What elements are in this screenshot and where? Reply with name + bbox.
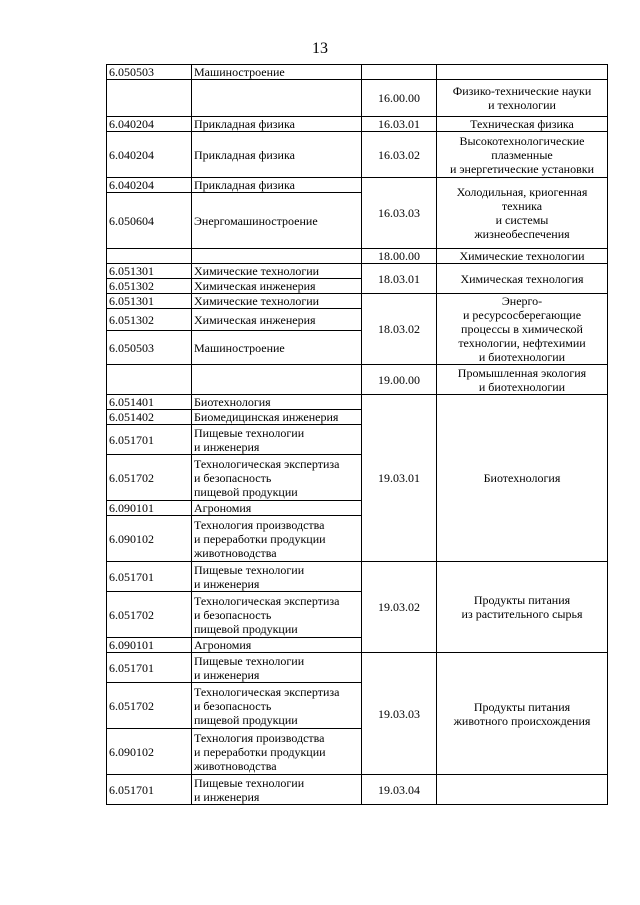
table-row — [107, 264, 608, 279]
specialty-name: Пищевые технологии и инженерия — [192, 653, 362, 683]
specialty-code: 6.051402 — [107, 410, 192, 425]
table-row — [107, 395, 608, 410]
direction-code — [362, 65, 437, 80]
specialty-code: 6.090101 — [107, 638, 192, 653]
table-row — [107, 562, 608, 592]
specialty-code: 6.051702 — [107, 455, 192, 501]
direction-code: 19.00.00 — [362, 365, 437, 395]
direction-code: 19.03.02 — [362, 562, 437, 653]
specialty-name: Биомедицинская инженерия — [192, 410, 362, 425]
specialty-code: 6.050604 — [107, 193, 192, 249]
specialty-code: 6.051701 — [107, 653, 192, 683]
direction-name: Техническая физика — [437, 117, 608, 132]
direction-code: 16.00.00 — [362, 80, 437, 117]
specialty-name: Прикладная физика — [192, 117, 362, 132]
direction-name: Биотехнология — [437, 395, 608, 562]
specialty-code: 6.051302 — [107, 279, 192, 294]
specialty-code: 6.050503 — [107, 331, 192, 365]
direction-name: Энерго- и ресурсосберегающие процессы в химической технологии, нефтехимии и биотехнологии — [437, 294, 608, 365]
specialty-code: 6.090102 — [107, 729, 192, 775]
specialty-name: Агрономия — [192, 638, 362, 653]
table-row — [107, 249, 608, 264]
direction-name — [437, 775, 608, 805]
direction-code: 18.03.02 — [362, 294, 437, 365]
specialty-name: Энергомашиностроение — [192, 193, 362, 249]
direction-code: 18.00.00 — [362, 249, 437, 264]
specialty-code — [107, 249, 192, 264]
direction-code: 16.03.03 — [362, 178, 437, 249]
direction-code: 19.03.03 — [362, 653, 437, 775]
direction-code: 16.03.02 — [362, 132, 437, 178]
table-row — [107, 775, 608, 805]
specialty-code: 6.051702 — [107, 592, 192, 638]
direction-name: Холодильная, криогенная техника и системы жизнеобеспечения — [437, 178, 608, 249]
table-row — [107, 653, 608, 683]
specialty-code: 6.051702 — [107, 683, 192, 729]
specialty-name: Технологическая экспертиза и безопасность пищевой продукции — [192, 592, 362, 638]
specialty-code: 6.050503 — [107, 65, 192, 80]
direction-code: 19.03.04 — [362, 775, 437, 805]
page-number: 13 — [312, 40, 328, 57]
specialty-correspondence-table — [106, 64, 608, 805]
specialty-name — [192, 365, 362, 395]
table-row — [107, 132, 608, 178]
specialty-code: 6.040204 — [107, 117, 192, 132]
specialty-name: Машиностроение — [192, 65, 362, 80]
specialty-code — [107, 80, 192, 117]
specialty-code: 6.090102 — [107, 516, 192, 562]
specialty-code: 6.051401 — [107, 395, 192, 410]
table-row — [107, 117, 608, 132]
table-row — [107, 65, 608, 80]
specialty-name: Прикладная физика — [192, 178, 362, 193]
specialty-name: Агрономия — [192, 501, 362, 516]
direction-name: Химическая технология — [437, 264, 608, 294]
specialty-code: 6.051301 — [107, 264, 192, 279]
specialty-name: Технология производства и переработки продукции животноводства — [192, 516, 362, 562]
specialty-code: 6.040204 — [107, 132, 192, 178]
direction-code: 16.03.01 — [362, 117, 437, 132]
specialty-code: 6.051701 — [107, 775, 192, 805]
specialty-code: 6.051701 — [107, 562, 192, 592]
table-row — [107, 365, 608, 395]
direction-name: Продукты питания из растительного сырья — [437, 562, 608, 653]
specialty-name: Прикладная физика — [192, 132, 362, 178]
direction-name: Физико-технические науки и технологии — [437, 80, 608, 117]
specialty-code: 6.051701 — [107, 425, 192, 455]
specialty-name: Химические технологии — [192, 294, 362, 309]
table-row — [107, 294, 608, 309]
specialty-code: 6.051301 — [107, 294, 192, 309]
specialty-name: Химическая инженерия — [192, 309, 362, 331]
direction-name: Продукты питания животного происхождения — [437, 653, 608, 775]
specialty-name: Технология производства и переработки продукции животноводства — [192, 729, 362, 775]
specialty-code: 6.051302 — [107, 309, 192, 331]
specialty-name — [192, 80, 362, 117]
specialty-name: Пищевые технологии и инженерия — [192, 562, 362, 592]
direction-name: Промышленная экология и биотехнологии — [437, 365, 608, 395]
specialty-code: 6.040204 — [107, 178, 192, 193]
table-row — [107, 178, 608, 193]
specialty-name: Биотехнология — [192, 395, 362, 410]
table-row — [107, 80, 608, 117]
specialty-code: 6.090101 — [107, 501, 192, 516]
direction-name: Высокотехнологические плазменные и энергетические установки — [437, 132, 608, 178]
specialty-name: Пищевые технологии и инженерия — [192, 775, 362, 805]
specialty-name: Технологическая экспертиза и безопасность пищевой продукции — [192, 455, 362, 501]
specialty-name: Машиностроение — [192, 331, 362, 365]
specialty-name — [192, 249, 362, 264]
direction-name: Химические технологии — [437, 249, 608, 264]
specialty-name: Пищевые технологии и инженерия — [192, 425, 362, 455]
specialty-name: Химическая инженерия — [192, 279, 362, 294]
direction-code: 18.03.01 — [362, 264, 437, 294]
specialty-name: Технологическая экспертиза и безопасность пищевой продукции — [192, 683, 362, 729]
specialty-name: Химические технологии — [192, 264, 362, 279]
direction-code: 19.03.01 — [362, 395, 437, 562]
specialty-code — [107, 365, 192, 395]
direction-name — [437, 65, 608, 80]
